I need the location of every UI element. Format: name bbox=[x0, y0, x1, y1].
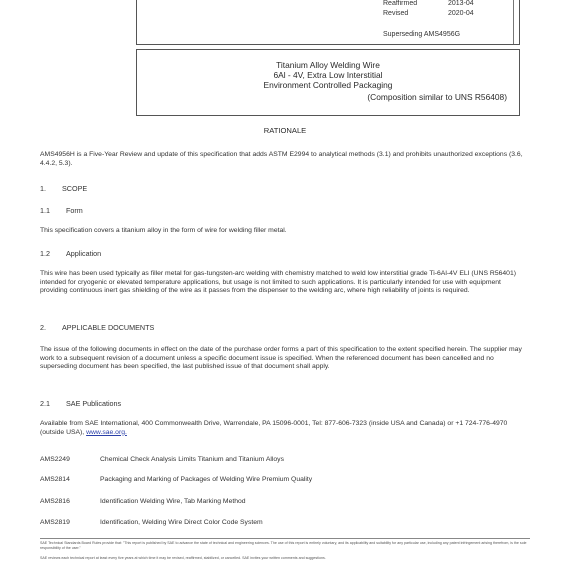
document-title-box bbox=[136, 49, 520, 116]
reaffirmed-value: 2013-04 bbox=[448, 0, 474, 7]
title-line-3: Environment Controlled Packaging bbox=[263, 80, 393, 90]
section-2-heading bbox=[40, 323, 154, 332]
section-1-2-heading bbox=[40, 249, 101, 258]
section-number: 1.1 bbox=[40, 206, 50, 215]
section-1-1-heading bbox=[40, 206, 83, 215]
section-title: SAE Publications bbox=[66, 399, 122, 408]
section-2-text: The issue of the following documents in effect on the date of the purchase order forms a part of this specification to the extent specified herein. The supplier may work to a subsequent revision of a document unless a specific document issue is specified. When the referenced document has been cancelled and no superseding document has been specified, the last published issue of that document shall apply. bbox=[40, 346, 522, 371]
footer-notice-1: SAE Technical Standards Board Rules provide that: "This report is published by SAE to advance the state of technical and engineering sciences. The use of this report is entirely voluntary, and its applicability and suitability for any particular use, including any patent infringement arising therefrom, is the sole responsibility of the user." bbox=[40, 541, 527, 550]
doc-code-ams2819: AMS2819 bbox=[40, 519, 70, 526]
doc-title-ams2816: Identification Welding Wire, Tab Marking Method bbox=[100, 498, 246, 505]
rationale-text: AMS4956H is a Five-Year Review and update of this specification that adds ASTM E2994 to analytical methods (3.1) and prohibits unauthorized exceptions (3.6, 4.4.2, 5.3). bbox=[40, 151, 523, 167]
document-header-box bbox=[136, 0, 520, 45]
section-title: Application bbox=[66, 249, 102, 258]
doc-code-ams2814: AMS2814 bbox=[40, 476, 70, 483]
sae-website-link[interactable]: www.sae.org. bbox=[86, 428, 127, 436]
section-2-1-text bbox=[40, 420, 530, 437]
reaffirmed-label: Reaffirmed bbox=[383, 0, 418, 7]
section-1-heading bbox=[40, 184, 87, 193]
section-1-2-text: This wire has been used typically as filler metal for gas-tungsten-arc welding with chemistry matched to weld low interstitial grade Ti-6Al-4V ELI (UNS R56401) intended for cryogenic or elevated temperature applications, but usage is not limited to such applications. It is particularly intended for use with equipment providing continuous inert gas shielding of the wire as it passes from the dispenser to the welding arc, where high reliability of joints is required. bbox=[40, 270, 516, 295]
rationale-heading: RATIONALE bbox=[263, 126, 307, 135]
section-number: 1.2 bbox=[40, 249, 50, 258]
doc-title-ams2819: Identification, Welding Wire Direct Color Code System bbox=[100, 519, 263, 526]
doc-title-ams2249: Chemical Check Analysis Limits Titanium and Titanium Alloys bbox=[100, 456, 284, 463]
title-line-4: (Composition similar to UNS R56408) bbox=[367, 92, 507, 102]
revised-label: Revised bbox=[383, 10, 409, 17]
doc-code-ams2816: AMS2816 bbox=[40, 498, 70, 505]
footer-notice-2: SAE reviews each technical report at least every five years at which time it may be revised, reaffirmed, stabilized, or cancelled. SAE invites your written comments and suggestions. bbox=[40, 556, 326, 560]
title-line-1: Titanium Alloy Welding Wire bbox=[276, 60, 380, 70]
sae-address-text: Available from SAE International, 400 Commonwealth Drive, Warrendale, PA 15096-0001, Tel: 877-606-7323 (inside USA and Canada) or +1 724-776-4970 (outside USA), bbox=[40, 420, 508, 436]
section-title: APPLICABLE DOCUMENTS bbox=[62, 323, 155, 332]
section-number: 2.1 bbox=[40, 399, 50, 408]
section-number: 1. bbox=[40, 184, 46, 193]
section-1-1-text: This specification covers a titanium alloy in the form of wire for welding filler metal. bbox=[40, 227, 287, 234]
section-title: Form bbox=[66, 206, 83, 215]
section-2-1-heading bbox=[40, 399, 121, 408]
revised-value: 2020-04 bbox=[448, 10, 474, 17]
title-line-2: 6Al - 4V, Extra Low Interstitial bbox=[273, 70, 383, 80]
section-title: SCOPE bbox=[62, 184, 88, 193]
header-divider bbox=[513, 0, 514, 44]
superseding-note: Superseding AMS4956G bbox=[383, 31, 461, 38]
footer-divider bbox=[40, 538, 530, 539]
section-number: 2. bbox=[40, 323, 46, 332]
doc-title-ams2814: Packaging and Marking of Packages of Welding Wire Premium Quality bbox=[100, 476, 313, 483]
doc-code-ams2249: AMS2249 bbox=[40, 456, 70, 463]
